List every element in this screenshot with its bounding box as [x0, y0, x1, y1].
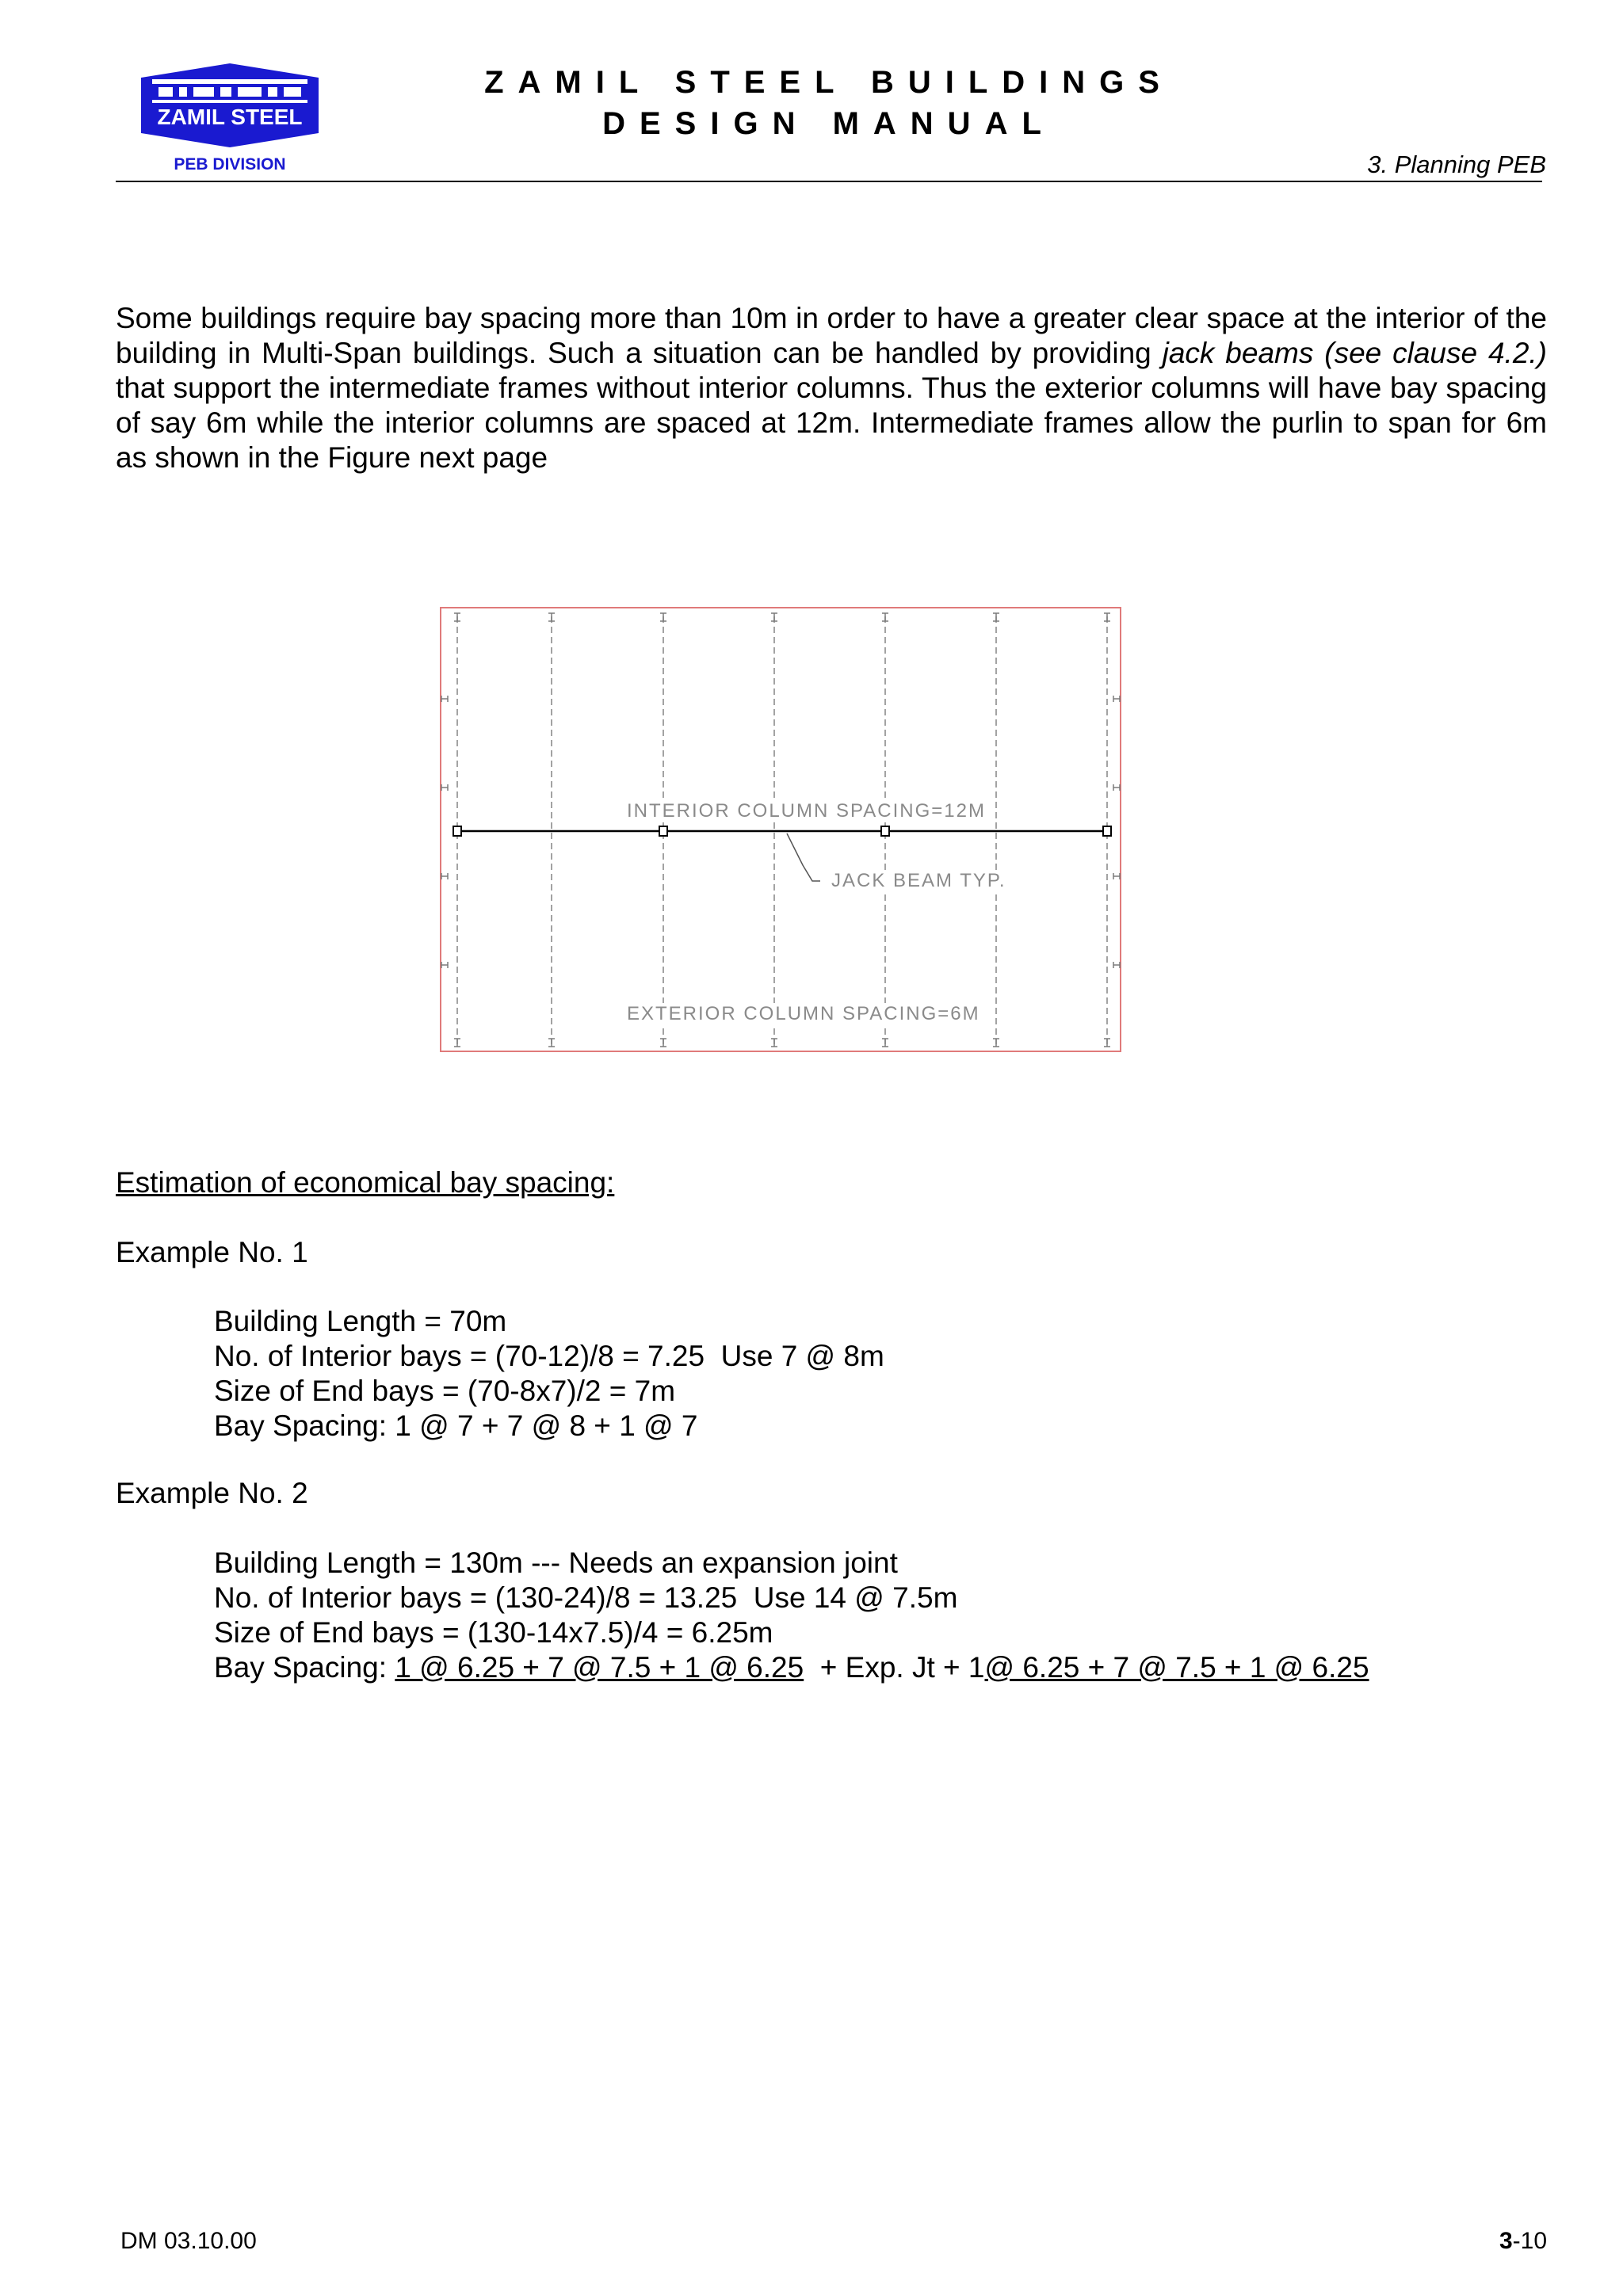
intro-paragraph [116, 301, 1547, 475]
example1-line: Bay Spacing: 1 @ 7 + 7 @ 8 + 1 @ 7 [214, 1409, 698, 1442]
example1-title: Example No. 1 [116, 1236, 308, 1268]
intro-text-2: that support the intermediate frames without interior columns. Thus the exterior columns will have bay spacing of say 6m while the interior columns are spaced at 12m. Intermediate frames allow the purlin to span for 6m as shown in the Figure next page [116, 372, 1547, 474]
interior-spacing-label: INTERIOR COLUMN SPACING=12M [627, 800, 986, 822]
example1-line: No. of Interior bays = (70-12)/8 = 7.25 Use 7 @ 8m [214, 1340, 884, 1372]
jack-beam-label: JACK BEAM TYP. [831, 870, 1006, 891]
logo-emblem-icon [135, 60, 325, 147]
page-number [1499, 2228, 1547, 2255]
manual-title [433, 62, 1225, 144]
example2-title: Example No. 2 [116, 1477, 308, 1509]
bay-spacing-joint: + Exp. Jt + 1 [804, 1651, 985, 1684]
example1-line: Building Length = 70m [214, 1305, 507, 1337]
manual-title-line1: ZAMIL STEEL BUILDINGS [484, 65, 1174, 100]
section-reference: 3. Planning PEB [1367, 151, 1546, 178]
estimation-heading: Estimation of economical bay spacing: [116, 1166, 615, 1199]
page-header [116, 55, 1546, 182]
example1-line: Size of End bays = (70-8x7)/2 = 7m [214, 1375, 676, 1407]
bay-spacing-part2: @ 6.25 + 7 @ 7.5 + 1 @ 6.25 [984, 1651, 1369, 1684]
document-reference: DM 03.10.00 [120, 2228, 257, 2254]
logo-division: PEB DIVISION [174, 155, 286, 174]
intro-text-italic: jack beams (see clause 4.2.) [1162, 337, 1547, 369]
bay-spacing-part1: 1 @ 6.25 + 7 @ 7.5 + 1 @ 6.25 [395, 1651, 804, 1684]
jack-beam-figure [440, 607, 1123, 1054]
zamil-steel-logo [135, 60, 325, 195]
jack-beam-plan-drawing [440, 607, 1123, 1054]
page-chapter: 3 [1499, 2228, 1513, 2254]
example2-bay-spacing-line [214, 1650, 1369, 1685]
example2-body [214, 1546, 1369, 1685]
bay-spacing-prefix: Bay Spacing: [214, 1651, 395, 1684]
example2-line: Building Length = 130m --- Needs an expansion joint [214, 1547, 898, 1579]
example2-line: No. of Interior bays = (130-24)/8 = 13.25 Use 14 @ 7.5m [214, 1581, 958, 1614]
example1-body [214, 1304, 884, 1444]
manual-title-line2: DESIGN MANUAL [602, 106, 1056, 141]
example2-line: Size of End bays = (130-14x7.5)/4 = 6.25m [214, 1616, 773, 1649]
intro-text-1: Some buildings require bay spacing more than 10m in order to have a greater clear space at the interior of the building in Multi-Span buildings. Such a situation can be handled by providing [116, 302, 1547, 369]
logo-wordmark: ZAMIL STEEL [157, 105, 303, 129]
exterior-spacing-label: EXTERIOR COLUMN SPACING=6M [627, 1003, 980, 1024]
page-index: -10 [1512, 2228, 1547, 2254]
header-divider [116, 181, 1542, 182]
